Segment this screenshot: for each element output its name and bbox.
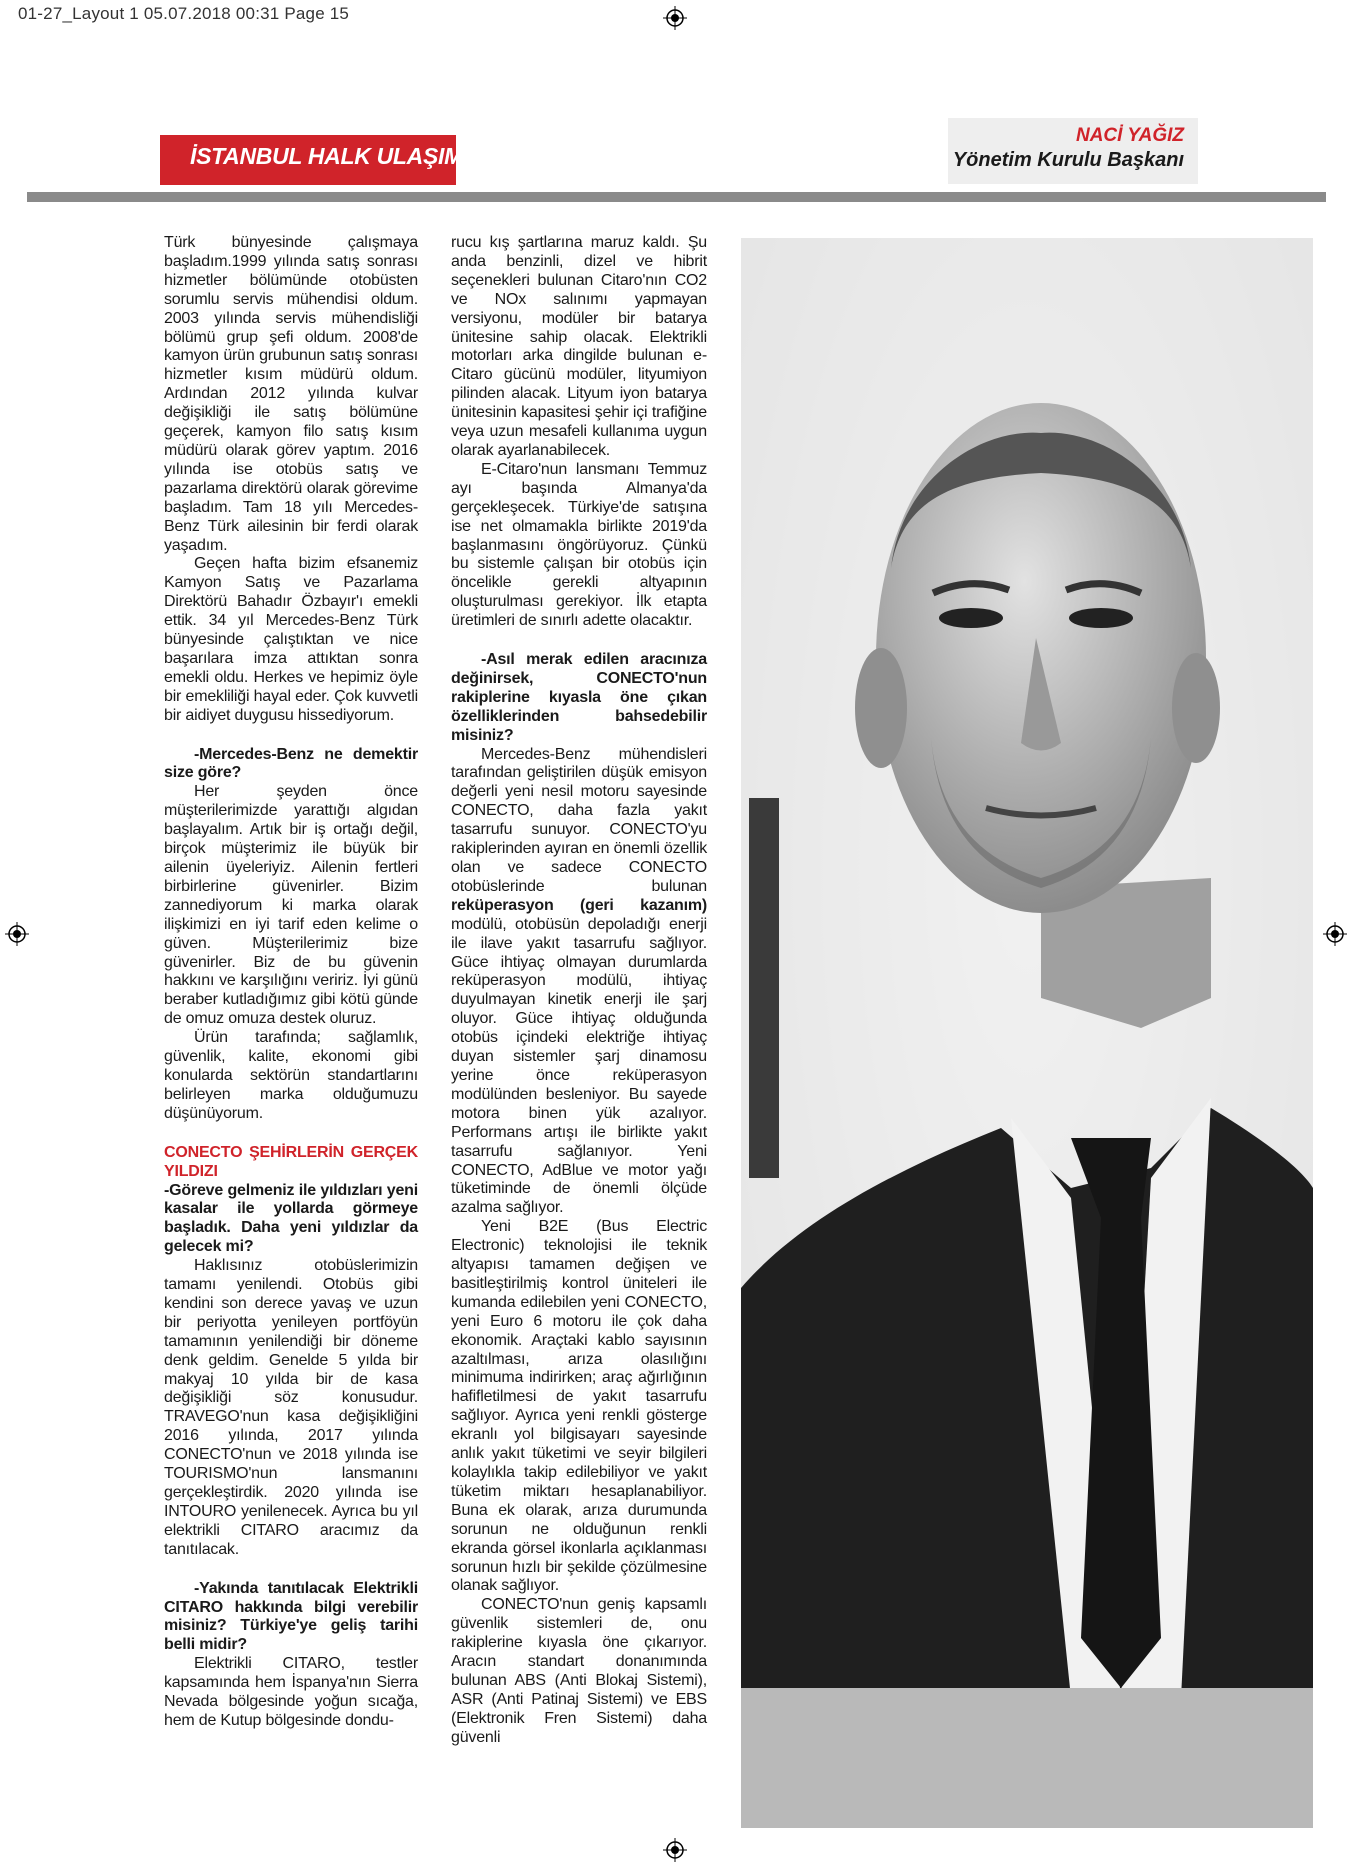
paragraph: Türk bünyesinde çalışmaya başladım.1999 yılında satış sonrası hizmetler bölümünde otobüsten sorumlu servis mühendisi oldum. 2003 yılında servis mühendisliği bölümü grup şefi oldum. 2008'de kamyon ürün grubunun satış sonrası hizmetler kısım müdürü oldum. Ardından 2012 yılında kulvar değişikliği ile satış bölümüne geçerek, kamyon filo satış kısım müdürü olarak görev yaptım. 2016 yılında ise otobüs satış ve pazarlama direktörü olarak görevime başladım. Tam 18 yılı Mercedes-Benz Türk ailesinin bir ferdi olarak yaşadım. — [164, 234, 418, 554]
portrait-photo — [741, 238, 1313, 1828]
paragraph: E-Citaro'nun lansmanı Temmuz ayı başında Almanya'da gerçekleşecek. Türkiye'de satışına ise net olmamakla birlikte 2019'da başlanmasını öngörüyoruz. Çünkü bu sistemle çalışan bir otobüs için öncelikle gerekli altyapının oluşturulması gerekiyor. İlk etapta üretimleri de sınırlı adette olacaktır. — [451, 460, 707, 630]
article-column-1 — [164, 234, 418, 1731]
paragraph: CONECTO'nun geniş kapsamlı güvenlik sistemleri de, onu rakiplerine kıyasla öne çıkarıyor. Aracın standart donanımında bulunan ABS (Anti Blokaj Sistemi), ASR (Anti Patinaj Sistemi) ve EBS (Elektronik Fren Sistemi) daha güvenli — [451, 1596, 707, 1746]
paragraph: Geçen hafta bizim efsanemiz Kamyon Satış ve Pazarlama Direktörü Bahadır Özbayır'ı emekli ettik. 34 yıl Mercedes-Benz Türk bünyesinde çalıştıktan ve nice başarılara imza attıktan sonra emekli oldu. Herkes ve hepimiz öyle bir emekliliği hayal eder. Çok kuvvetli bir aidiyet duygusu hissediyorum. — [164, 555, 418, 724]
interview-question: -Mercedes-Benz ne demektir size göre? — [164, 745, 418, 782]
header-divider — [27, 192, 1326, 202]
paragraph: rucu kış şartlarına maruz kaldı. Şu anda benzinli, dizel ve hibrit seçenekleri bulunan Citaro'nın CO2 ve NOx salınımı yapmayan versiyonu, modüler bir batarya ünitesine sahip olacak. Elektrikli motorları arka dingilde bulunan e-Citaro gücünü modüler, lityumiyon pilinden alacak. Lityum iyon batarya ünitesinin kapasitesi şehir içi trafiğine veya uzun mesafeli kullanıma uygun olarak ayarlanabilecek. — [451, 234, 707, 459]
paragraph: Yeni B2E (Bus Electric Electronic) teknolojisi ile teknik altyapısı tamamen değişen ve basitleştirilmiş kontrol üniteleri ile kumanda edilebilen yeni CONECTO, yeni Euro 6 motoru ile çok daha ekonomik. Araçtaki kablo sayısının azaltılması, arıza olasılığını minimuma indirirken; araç ağırlığının hafifletilmesi de yakıt tasarrufu sağlıyor. Ayrıca yeni renkli gösterge ekranlı yol bilgisayarı sayesinde anlık yakıt tüketimi ve seyir bilgileri kolaylıkla takip edilebiliyor ve yakıt tüketim miktarı hesaplanabiliyor. Buna ek olarak, arıza durumunda sorunun ne olduğunun renkli ekranda görsel ikonlarla açıklanması sorunun hızlı bir şekilde çözülmesine olanak sağlıyor. — [451, 1218, 707, 1595]
registration-mark-icon — [663, 1838, 687, 1862]
interview-question: -Yakında tanıtılacak Elektrikli CITARO hakkında bilgi verebilir misiniz? Türkiye'ye geliş tarihi belli midir? — [164, 1579, 418, 1654]
organization-name: İSTANBUL HALK ULAŞIM A.Ş. — [190, 143, 512, 169]
paragraph: Her şeyden önce müşterilerimizde yarattığı algıdan başlayalım. Artık bir iş ortağı değil, birçok müşterimiz ile büyük bir ailenin üyeleriyiz. Ailenin fertleri birbirlerine güvenirler. Bizim zannediyorum ki marka olarak ilişkimizi en iyi tarif eden kelime o güven. Müşterilerimiz bize güvenirler. Biz de bu güvenin hakkını ve karşılığını veririz. İyi günü beraber kutladığımız gibi kötü günde de omuz omuza destek oluruz. — [164, 783, 418, 1028]
person-title: Yönetim Kurulu Başkanı — [952, 149, 1184, 171]
registration-mark-icon — [663, 6, 687, 30]
person-name: NACİ YAĞIZ — [1075, 125, 1184, 146]
paragraph: Mercedes-Benz mühendisleri tarafından geliştirilen düşük emisyon değerli yeni nesil motoru sayesinde CONECTO, daha fazla yakıt tasarrufu sunuyor. CONECTO'yu rakiplerinden ayıran en önemli özellik olan ve sadece CONECTO otobüslerinde bulunan reküperasyon (geri kazanım) modülü, otobüsün depoladığı enerji ile ilave yakıt tasarrufu sağlıyor. Güce ihtiyaç olmayan durumlarda reküperasyon modülü, ihtiyaç duyulmayan kinetik enerji ile şarj oluyor. Güce ihtiyaç olduğunda otobüs içindeki elektriğe ihtiyaç duyan sistemler şarj dinamosu yerine önce reküperasyon modülünden besleniyor. Bu sayede motora binen yük azalıyor. Performans artışı ile birlikte yakıt tasarrufu sağlanıyor. Yeni CONECTO, AdBlue ve motor yağı tüketiminde de önemli ölçüde azalma sağlıyor. — [451, 745, 707, 1217]
interview-question: -Asıl merak edilen aracınıza değinirsek, CONECTO'nun rakiplerine kıyasla öne çıkan özelliklerinden bahsedebilir misiniz? — [451, 651, 707, 744]
print-slug-line: 01-27_Layout 1 05.07.2018 00:31 Page 15 — [18, 4, 350, 23]
paragraph: Ürün tarafında; sağlamlık, güvenlik, kalite, ekonomi gibi konularda sektörün standartlarını belirleyen marka olduğumuzu düşünüyorum. — [164, 1029, 418, 1122]
article-column-2 — [451, 234, 707, 1748]
section-subheading: CONECTO ŞEHİRLERİN GERÇEK YILDIZI — [164, 1143, 418, 1180]
registration-mark-icon — [5, 922, 29, 946]
paragraph: Haklısınız otobüslerimizin tamamı yenilendi. Otobüs gibi kendini son derece yavaş ve uzun bir periyotta yenileyen portföyün tamamının yenilendiği bir döneme denk geldim. Genelde 5 yılda bir makyaj 10 yılda bir de kasa değişikliği söz konusudur. TRAVEGO'nun kasa değişikliğini 2016 yılında, 2017 yılında CONECTO'nun ve 2018 yılında ise TOURISMO'nun lansmanını gerçekleştirdik. 2020 yılında ise INTOURO yenilenecek. Ayrıca bu yıl elektrikli CITARO aracımız da tanıtılacak. — [164, 1257, 418, 1558]
registration-mark-icon — [1323, 922, 1347, 946]
paragraph: Elektrikli CITARO, testler kapsamında hem İspanya'nın Sierra Nevada bölgesinde yoğun sıcağa, hem de Kutup bölgesinde dondu- — [164, 1655, 418, 1729]
interview-question: -Göreve gelmeniz ile yıldızları yeni kasalar ile yollarda görmeye başladık. Daha yeni yıldızlar da gelecek mi? — [164, 1181, 418, 1256]
